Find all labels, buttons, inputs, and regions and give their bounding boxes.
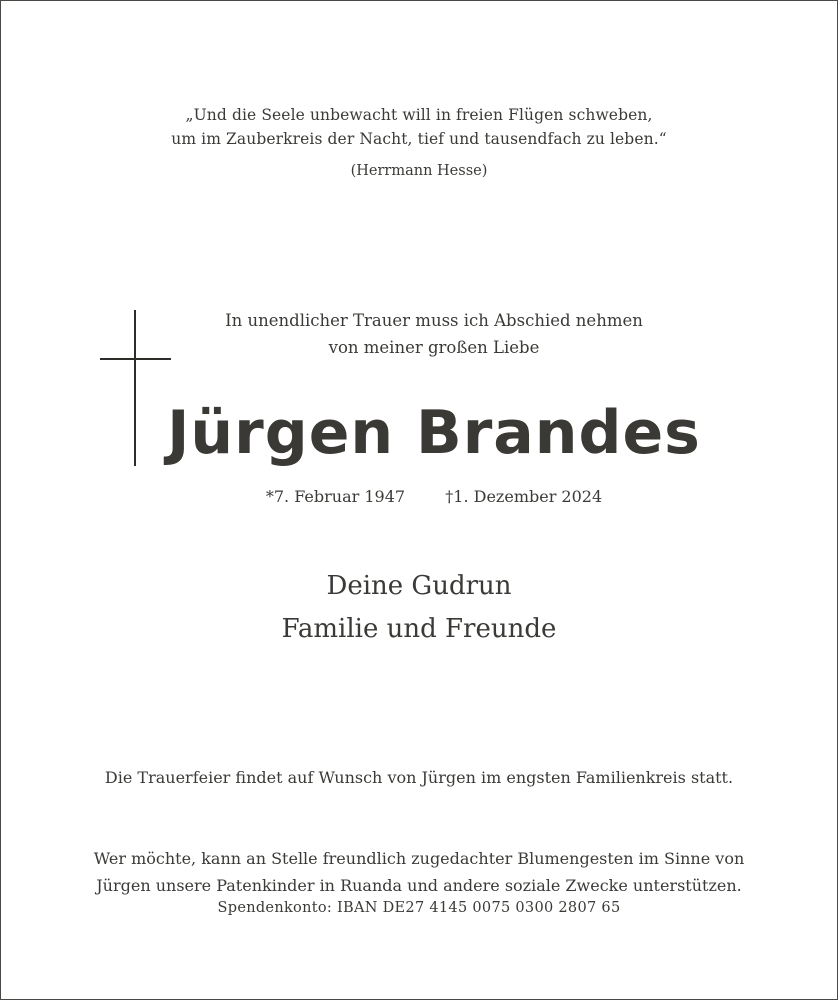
quote-author: (Herrmann Hesse)	[350, 163, 488, 179]
mourner-line-2: Familie und Freunde	[281, 614, 557, 644]
quote-line-2: um im Zauberkreis der Nacht, tief und tausendfach zu leben.“	[171, 130, 667, 148]
life-dates	[15, 487, 838, 506]
quote-line-1: „Und die Seele unbewacht will in freien Flügen schweben,	[185, 106, 653, 124]
donation-line-2: Jürgen unsere Patenkinder in Ruanda und andere soziale Zwecke unterstützen.	[96, 876, 742, 895]
intro-line-1: In unendlicher Trauer muss ich Abschied nehmen	[225, 311, 643, 330]
death-date: †1. Dezember 2024	[445, 487, 603, 506]
birth-date: *7. Februar 1947	[265, 487, 406, 506]
donation-line-1: Wer möchte, kann an Stelle freundlich zugedachter Blumengesten im Sinne von	[93, 849, 745, 868]
funeral-note: Die Trauerfeier findet auf Wunsch von Jürgen im engsten Familienkreis statt.	[104, 768, 734, 787]
deceased-name: Jürgen Brandes	[167, 398, 701, 468]
donation-account: Spendenkonto: IBAN DE27 4145 0075 0300 2807 65	[217, 900, 621, 916]
mourner-line-1: Deine Gudrun	[326, 571, 512, 601]
intro-line-2: von meiner großen Liebe	[328, 338, 540, 357]
